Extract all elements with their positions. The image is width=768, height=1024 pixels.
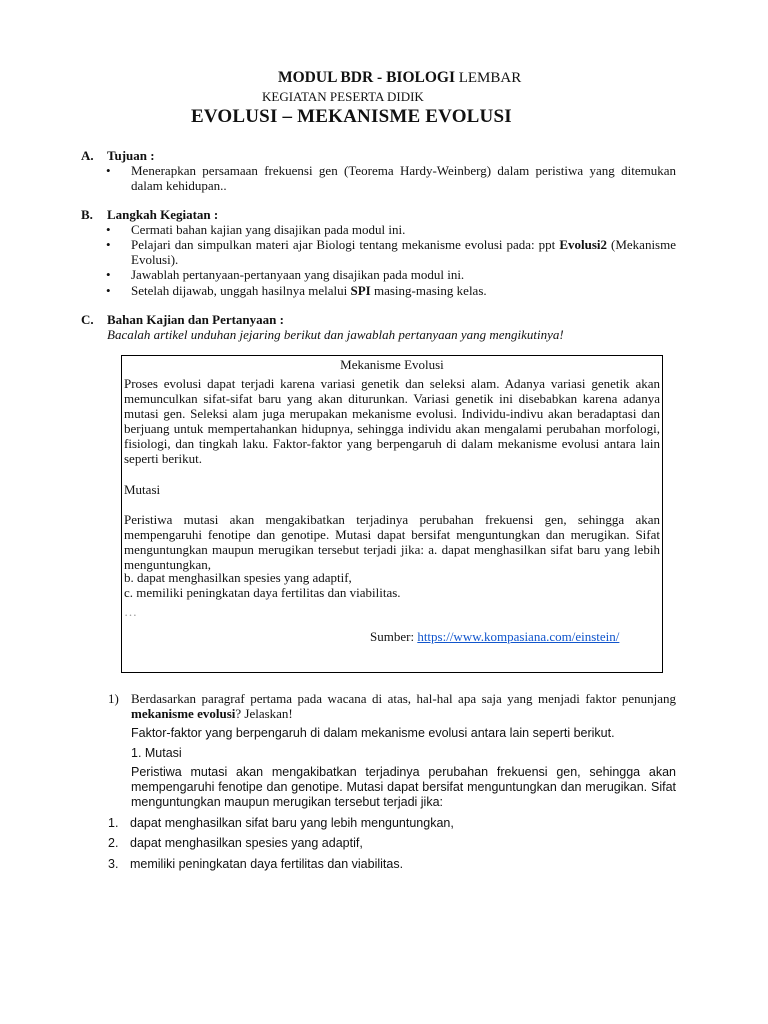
answer-list-num: 3. xyxy=(108,857,119,871)
module-subheader: KEGIATAN PESERTA DIDIK xyxy=(262,89,424,104)
section-b-title: Langkah Kegiatan : xyxy=(107,207,219,222)
item-text: masing-masing kelas. xyxy=(370,283,487,298)
module-name: MODUL BDR - BIOLOGI xyxy=(278,69,455,86)
section-b-letter: B. xyxy=(81,207,93,222)
bullet: • xyxy=(106,222,111,237)
module-header xyxy=(278,70,521,86)
question-text-part: Berdasarkan paragraf pertama pada wacana di atas, hal-hal apa saja yang menjadi faktor penunjang xyxy=(131,691,676,706)
article-subheading: Mutasi xyxy=(124,482,161,497)
bullet: • xyxy=(106,283,111,298)
answer-list-item: dapat menghasilkan sifat baru yang lebih menguntungkan, xyxy=(130,816,454,830)
item-text: (Mekanisme Evolusi). xyxy=(131,237,676,267)
answer-list-num: 1. xyxy=(108,816,119,830)
section-c-title: Bahan Kajian dan Pertanyaan : xyxy=(107,312,284,327)
spi-label: SPI xyxy=(350,283,371,298)
source-label: Sumber: xyxy=(370,629,418,644)
bullet: • xyxy=(106,267,111,282)
ellipsis: … xyxy=(124,604,137,619)
article-list-item: b. dapat menghasilkan spesies yang adaptif, xyxy=(124,570,352,585)
section-c-instruction: Bacalah artikel unduhan jejaring berikut dan jawablah pertanyaan yang mengikutinya! xyxy=(107,327,564,342)
ppt-name: Evolusi2 xyxy=(559,237,607,252)
section-a-title: Tujuan : xyxy=(107,148,155,163)
section-c-letter: C. xyxy=(81,312,94,327)
answer-subheading: 1. Mutasi xyxy=(131,746,182,760)
article-paragraph-1: Proses evolusi dapat terjadi karena variasi genetik dan seleksi alam. Adanya variasi genetik akan memunculkan sifat-sifat baru yang akan diturunkan. Variasi genetik ini disebabkan karena adanya mutasi gen. Seleksi alam juga merupakan mekanisme evolusi. Individu-indivu akan beradaptasi dan berjuang untuk mempertahankan hidupnya, sehingga individu akan mengalami perubahan morfologi, fisiologi, dan tingkah laku. Faktor-faktor yang berpengaruh di dalam mekanisme evolusi antara lain seperti berikut. xyxy=(124,376,660,466)
bullet: • xyxy=(106,163,111,178)
answer-list-num: 2. xyxy=(108,836,119,850)
source-link[interactable]: https://www.kompasiana.com/einstein/ xyxy=(417,629,620,644)
question-number: 1) xyxy=(108,691,119,706)
page-title: EVOLUSI – MEKANISME EVOLUSI xyxy=(191,106,512,127)
answer-paragraph: Peristiwa mutasi akan mengakibatkan terjadinya perubahan frekuensi gen, sehingga akan mempengaruhi fenotipe dan genotipe. Mutasi dapat bersifat menguntungkan dan merugikan. Sifat menguntungkan maupun merugikan tersebut terjadi jika: xyxy=(131,765,676,809)
answer-intro: Faktor-faktor yang berpengaruh di dalam mekanisme evolusi antara lain seperti berikut. xyxy=(131,726,615,740)
section-b-item: Cermati bahan kajian yang disajikan pada modul ini. xyxy=(131,222,406,237)
question-keyword: mekanisme evolusi xyxy=(131,706,236,721)
item-text: Pelajari dan simpulkan materi ajar Biologi tentang mekanisme evolusi pada: ppt xyxy=(131,237,560,252)
article-paragraph-2: Peristiwa mutasi akan mengakibatkan terjadinya perubahan frekuensi gen, sehingga akan mempengaruhi fenotipe dan genotipe. Mutasi dapat bersifat menguntungkan dan merugikan. Sifat menguntungkan maupun merugikan tersebut terjadi jika: a. dapat menghasilkan sifat baru yang lebih menguntungkan, xyxy=(124,512,660,572)
section-a-letter: A. xyxy=(81,148,94,163)
item-text: Setelah dijawab, unggah hasilnya melalui xyxy=(131,283,351,298)
bullet: • xyxy=(106,237,111,252)
section-a-item: Menerapkan persamaan frekuensi gen (Teorema Hardy-Weinberg) dalam peristiwa yang ditemukan dalam kehidupan.. xyxy=(131,163,676,193)
section-b-item xyxy=(131,237,676,267)
article-title: Mekanisme Evolusi xyxy=(340,357,444,372)
question-text-part: ? Jelaskan! xyxy=(235,706,293,721)
article-list-item: c. memiliki peningkatan daya fertilitas dan viabilitas. xyxy=(124,585,401,600)
answer-list-item: dapat menghasilkan spesies yang adaptif, xyxy=(130,836,363,850)
module-header-rest: LEMBAR xyxy=(454,70,522,86)
answer-list-item: memiliki peningkatan daya fertilitas dan viabilitas. xyxy=(130,857,404,871)
section-b-item: Jawablah pertanyaan-pertanyaan yang disajikan pada modul ini. xyxy=(131,267,465,282)
section-b-item xyxy=(131,283,676,298)
question-text xyxy=(131,691,676,721)
article-source xyxy=(370,629,619,644)
